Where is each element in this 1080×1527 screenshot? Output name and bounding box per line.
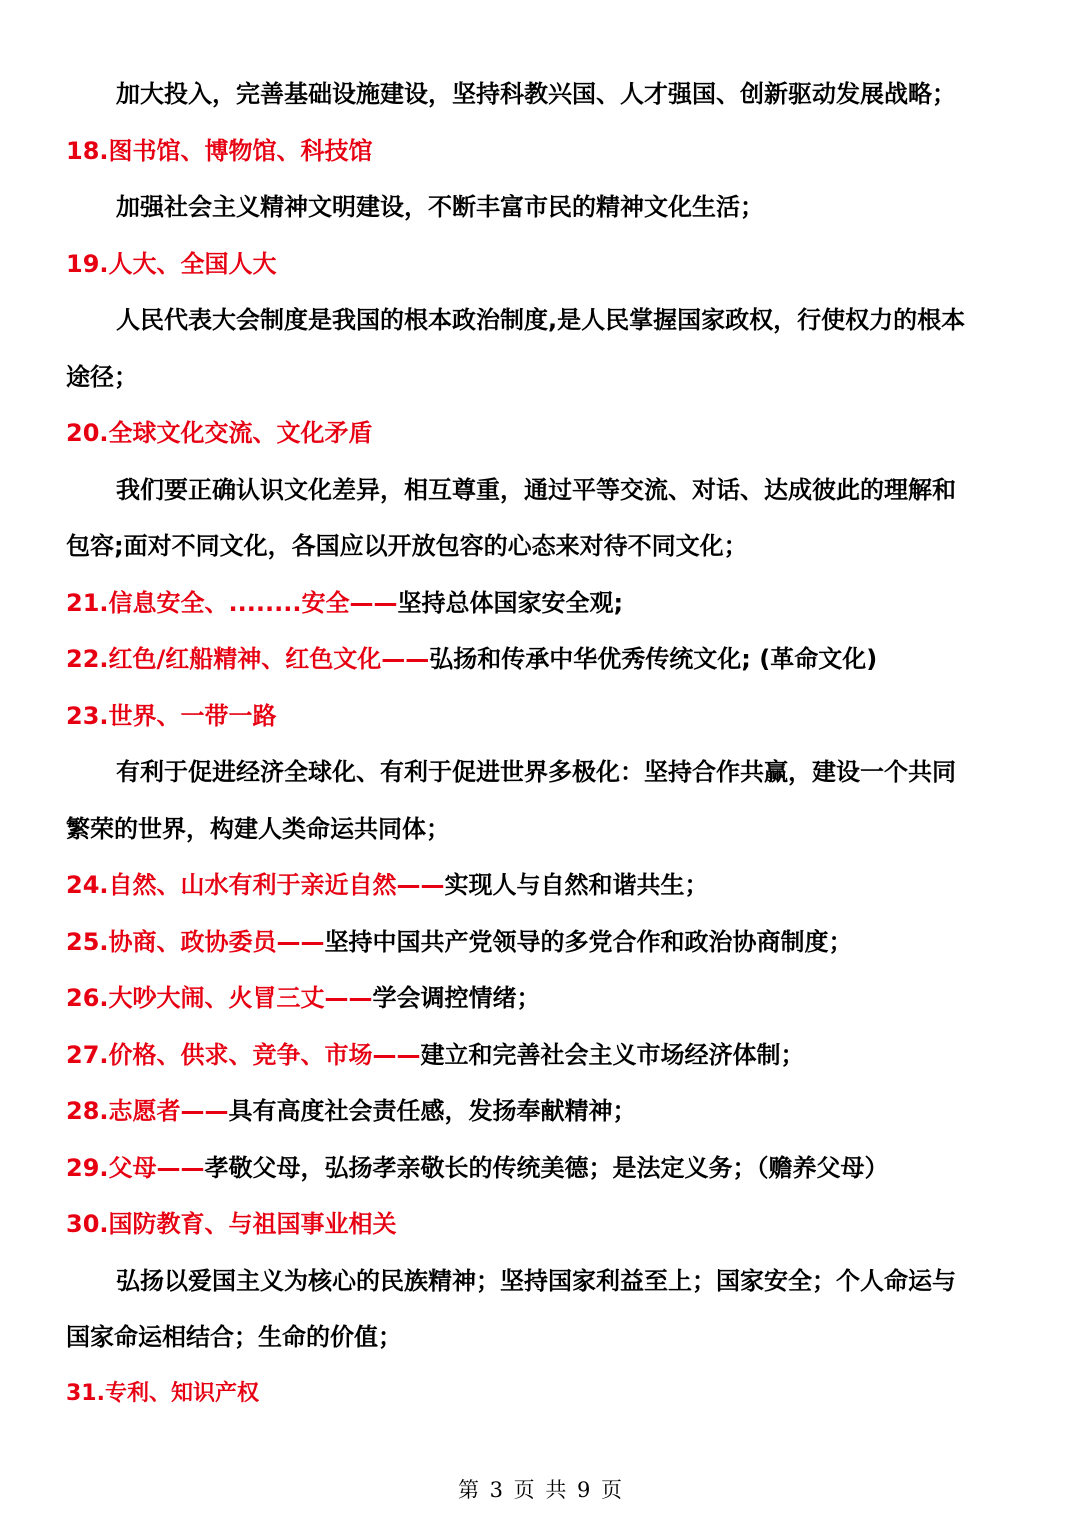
heading-black-text: 坚持中国共产党领导的多党合作和政治协商制度； <box>324 928 853 956</box>
section-heading <box>0 244 1080 284</box>
section-heading <box>0 865 1080 905</box>
heading-red-text: 22.红色/红船精神、红色文化—— <box>66 645 430 673</box>
heading-red-text: 30.国防教育、与祖国事业相关 <box>66 1210 397 1238</box>
paragraph-line <box>0 300 1080 340</box>
paragraph-line <box>0 187 1080 227</box>
section-heading <box>0 639 1080 679</box>
section-heading <box>0 696 1080 736</box>
paragraph-text: 繁荣的世界，构建人类命运共同体； <box>66 815 450 843</box>
paragraph-text: 国家命运相结合；生命的价值； <box>66 1323 402 1351</box>
section-heading <box>0 413 1080 453</box>
paragraph-line <box>0 752 1080 792</box>
heading-red-text: 20.全球文化交流、文化矛盾 <box>66 419 373 447</box>
section-heading <box>0 1204 1080 1244</box>
section-heading <box>0 978 1080 1018</box>
paragraph-line <box>0 74 1080 114</box>
heading-black-text: 学会调控情绪； <box>372 984 541 1012</box>
paragraph-continuation <box>0 357 1080 397</box>
heading-red-text: 25.协商、政协委员—— <box>66 928 325 956</box>
heading-black-text: 坚持总体国家安全观; <box>397 589 624 617</box>
paragraph-continuation <box>0 526 1080 566</box>
heading-red-text: 29.父母—— <box>66 1154 205 1182</box>
paragraph-text: 我们要正确认识文化差异，相互尊重，通过平等交流、对话、达成彼此的理解和 <box>116 476 956 504</box>
paragraph-continuation <box>0 809 1080 849</box>
paragraph-text: 途径； <box>66 363 138 391</box>
heading-black-text: 实现人与自然和谐共生； <box>444 871 709 899</box>
heading-black-text: 建立和完善社会主义市场经济体制； <box>420 1041 805 1069</box>
paragraph-text: 人民代表大会制度是我国的根本政治制度,是人民掌握国家政权，行使权力的根本 <box>116 306 966 334</box>
paragraph-text: 弘扬以爱国主义为核心的民族精神；坚持国家利益至上；国家安全；个人命运与 <box>116 1267 956 1295</box>
section-heading <box>0 131 1080 171</box>
paragraph-line <box>0 470 1080 510</box>
paragraph-line <box>0 1261 1080 1301</box>
heading-black-text: 孝敬父母，弘扬孝亲敬长的传统美德；是法定义务；（赡养父母） <box>204 1154 889 1182</box>
section-heading <box>0 1091 1080 1131</box>
paragraph-text: 包容;面对不同文化，各国应以开放包容的心态来对待不同文化； <box>66 532 748 560</box>
heading-red-text: 19.人大、全国人大 <box>66 250 277 278</box>
section-heading <box>0 922 1080 962</box>
paragraph-text: 加强社会主义精神文明建设，不断丰富市民的精神文化生活； <box>116 193 764 221</box>
heading-black-text: 弘扬和传承中华优秀传统文化; (革命文化) <box>429 645 878 673</box>
section-heading <box>0 1035 1080 1075</box>
heading-red-text: 21.信息安全、........安全—— <box>66 589 398 617</box>
section-heading <box>0 583 1080 623</box>
heading-red-text: 26.大吵大闹、火冒三丈—— <box>66 984 373 1012</box>
heading-red-text: 24.自然、山水有利于亲近自然—— <box>66 871 445 899</box>
heading-black-text: 具有高度社会责任感，发扬奉献精神； <box>228 1097 637 1125</box>
heading-red-text: 18.图书馆、博物馆、科技馆 <box>66 137 373 165</box>
paragraph-text: 有利于促进经济全球化、有利于促进世界多极化：坚持合作共赢，建设一个共同 <box>116 758 956 786</box>
heading-red-text: 28.志愿者—— <box>66 1097 229 1125</box>
page-number-text: 第 3 页 共 9 页 <box>457 1478 623 1502</box>
heading-red-text: 31.专利、知识产权 <box>66 1381 259 1406</box>
heading-red-text: 27.价格、供求、竞争、市场—— <box>66 1041 421 1069</box>
heading-red-text: 23.世界、一带一路 <box>66 702 277 730</box>
page-footer <box>0 1470 1080 1510</box>
paragraph-continuation <box>0 1317 1080 1357</box>
section-heading <box>0 1374 1080 1414</box>
paragraph-text: 加大投入，完善基础设施建设，坚持科教兴国、人才强国、创新驱动发展战略； <box>116 80 956 108</box>
section-heading <box>0 1148 1080 1188</box>
